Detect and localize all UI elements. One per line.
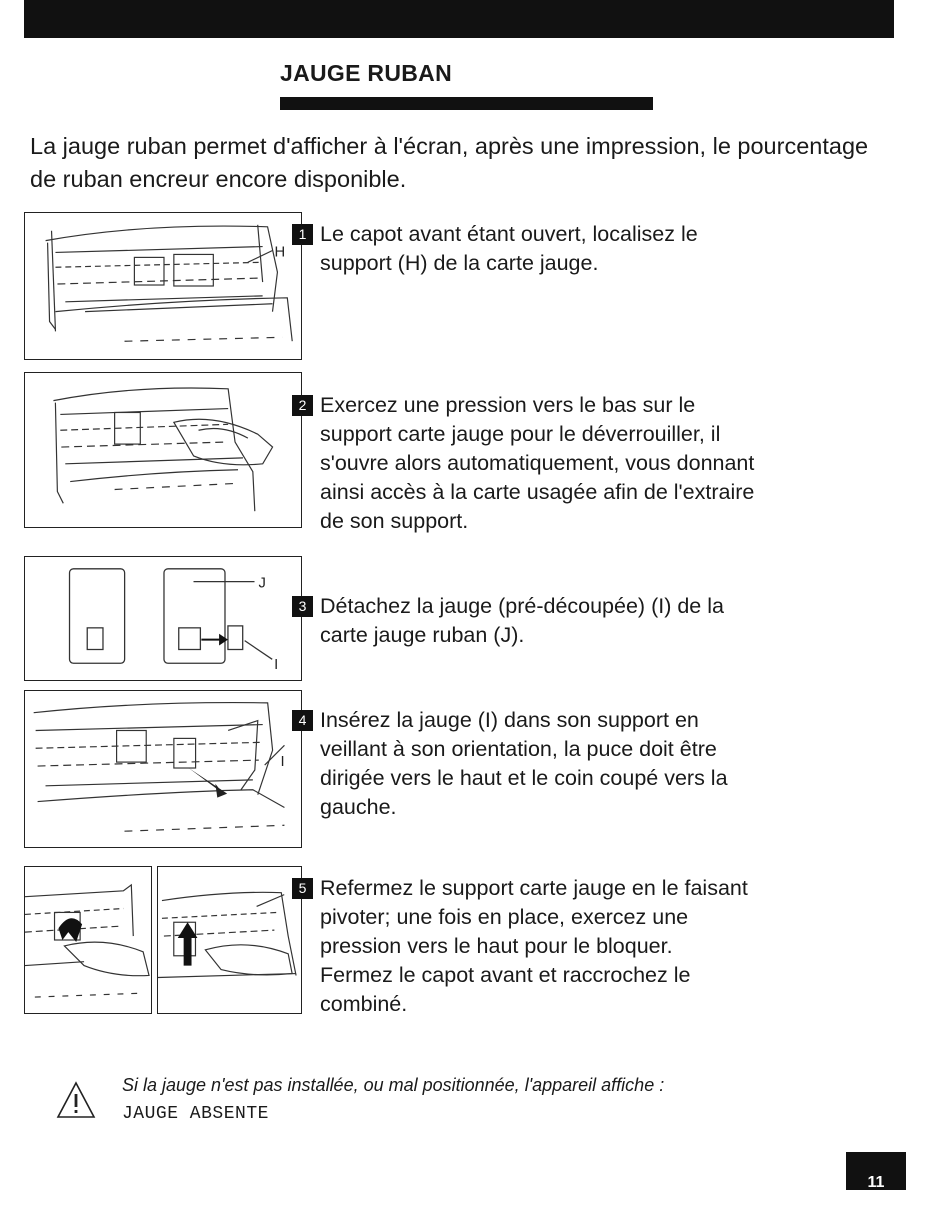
warning-text: Si la jauge n'est pas installée, ou mal positionnée, l'appareil affiche : [122,1075,665,1095]
intro-paragraph: La jauge ruban permet d'afficher à l'écran, après une impression, le pourcentage de ruban encreur encore disponible. [30,133,869,192]
step-text: Exercez une pression vers le bas sur le support carte jauge pour le déverrouiller, il s'ouvre alors automatiquement, vous donnant ainsi accès à la carte usagée afin de l'extraire de son support. [320,393,755,533]
illustration-insert-gauge [24,690,302,848]
illustration-close-support-rotate [24,866,152,1014]
fig3-label-j: J [258,575,266,592]
step-5 [298,874,760,1019]
step-number-badge: 4 [292,710,313,731]
illustration-unlock-support [24,372,302,528]
page-number: 11 [846,1152,906,1190]
step-text: Le capot avant étant ouvert, localisez le support (H) de la carte jauge. [320,222,698,275]
illustration-close-support-push [157,866,302,1014]
illustration-detach-gauge [24,556,302,681]
step-4 [298,706,760,822]
section-title: JAUGE RUBAN [280,60,452,86]
illustration-locate-support [24,212,302,360]
step-number-badge: 2 [292,395,313,416]
title-underline [280,97,653,110]
step-2 [298,391,760,536]
warning-triangle-icon [56,1080,96,1120]
fig3-label-i: I [274,657,279,674]
fig4-label-i: I [280,754,285,771]
step-5-continuation: Fermez le capot avant et raccrochez le combiné. [320,963,691,1016]
step-number-badge: 5 [292,878,313,899]
step-text: Refermez le support carte jauge en le faisant pivoter; une fois en place, exercez une pression vers le haut pour le bloquer. [320,876,748,958]
fig1-label-h: H [274,244,286,261]
step-1 [298,220,760,278]
display-message: JAUGE ABSENTE [122,1104,269,1124]
header-bar [24,0,894,38]
step-text: Insérez la jauge (I) dans son support en veillant à son orientation, la puce doit être dirigée vers le haut et le coin coupé vers la gauche. [320,708,728,819]
step-3 [298,592,760,650]
step-text: Détachez la jauge (pré-découpée) (I) de la carte jauge ruban (J). [320,594,724,647]
step-number-badge: 1 [292,224,313,245]
step-number-badge: 3 [292,596,313,617]
